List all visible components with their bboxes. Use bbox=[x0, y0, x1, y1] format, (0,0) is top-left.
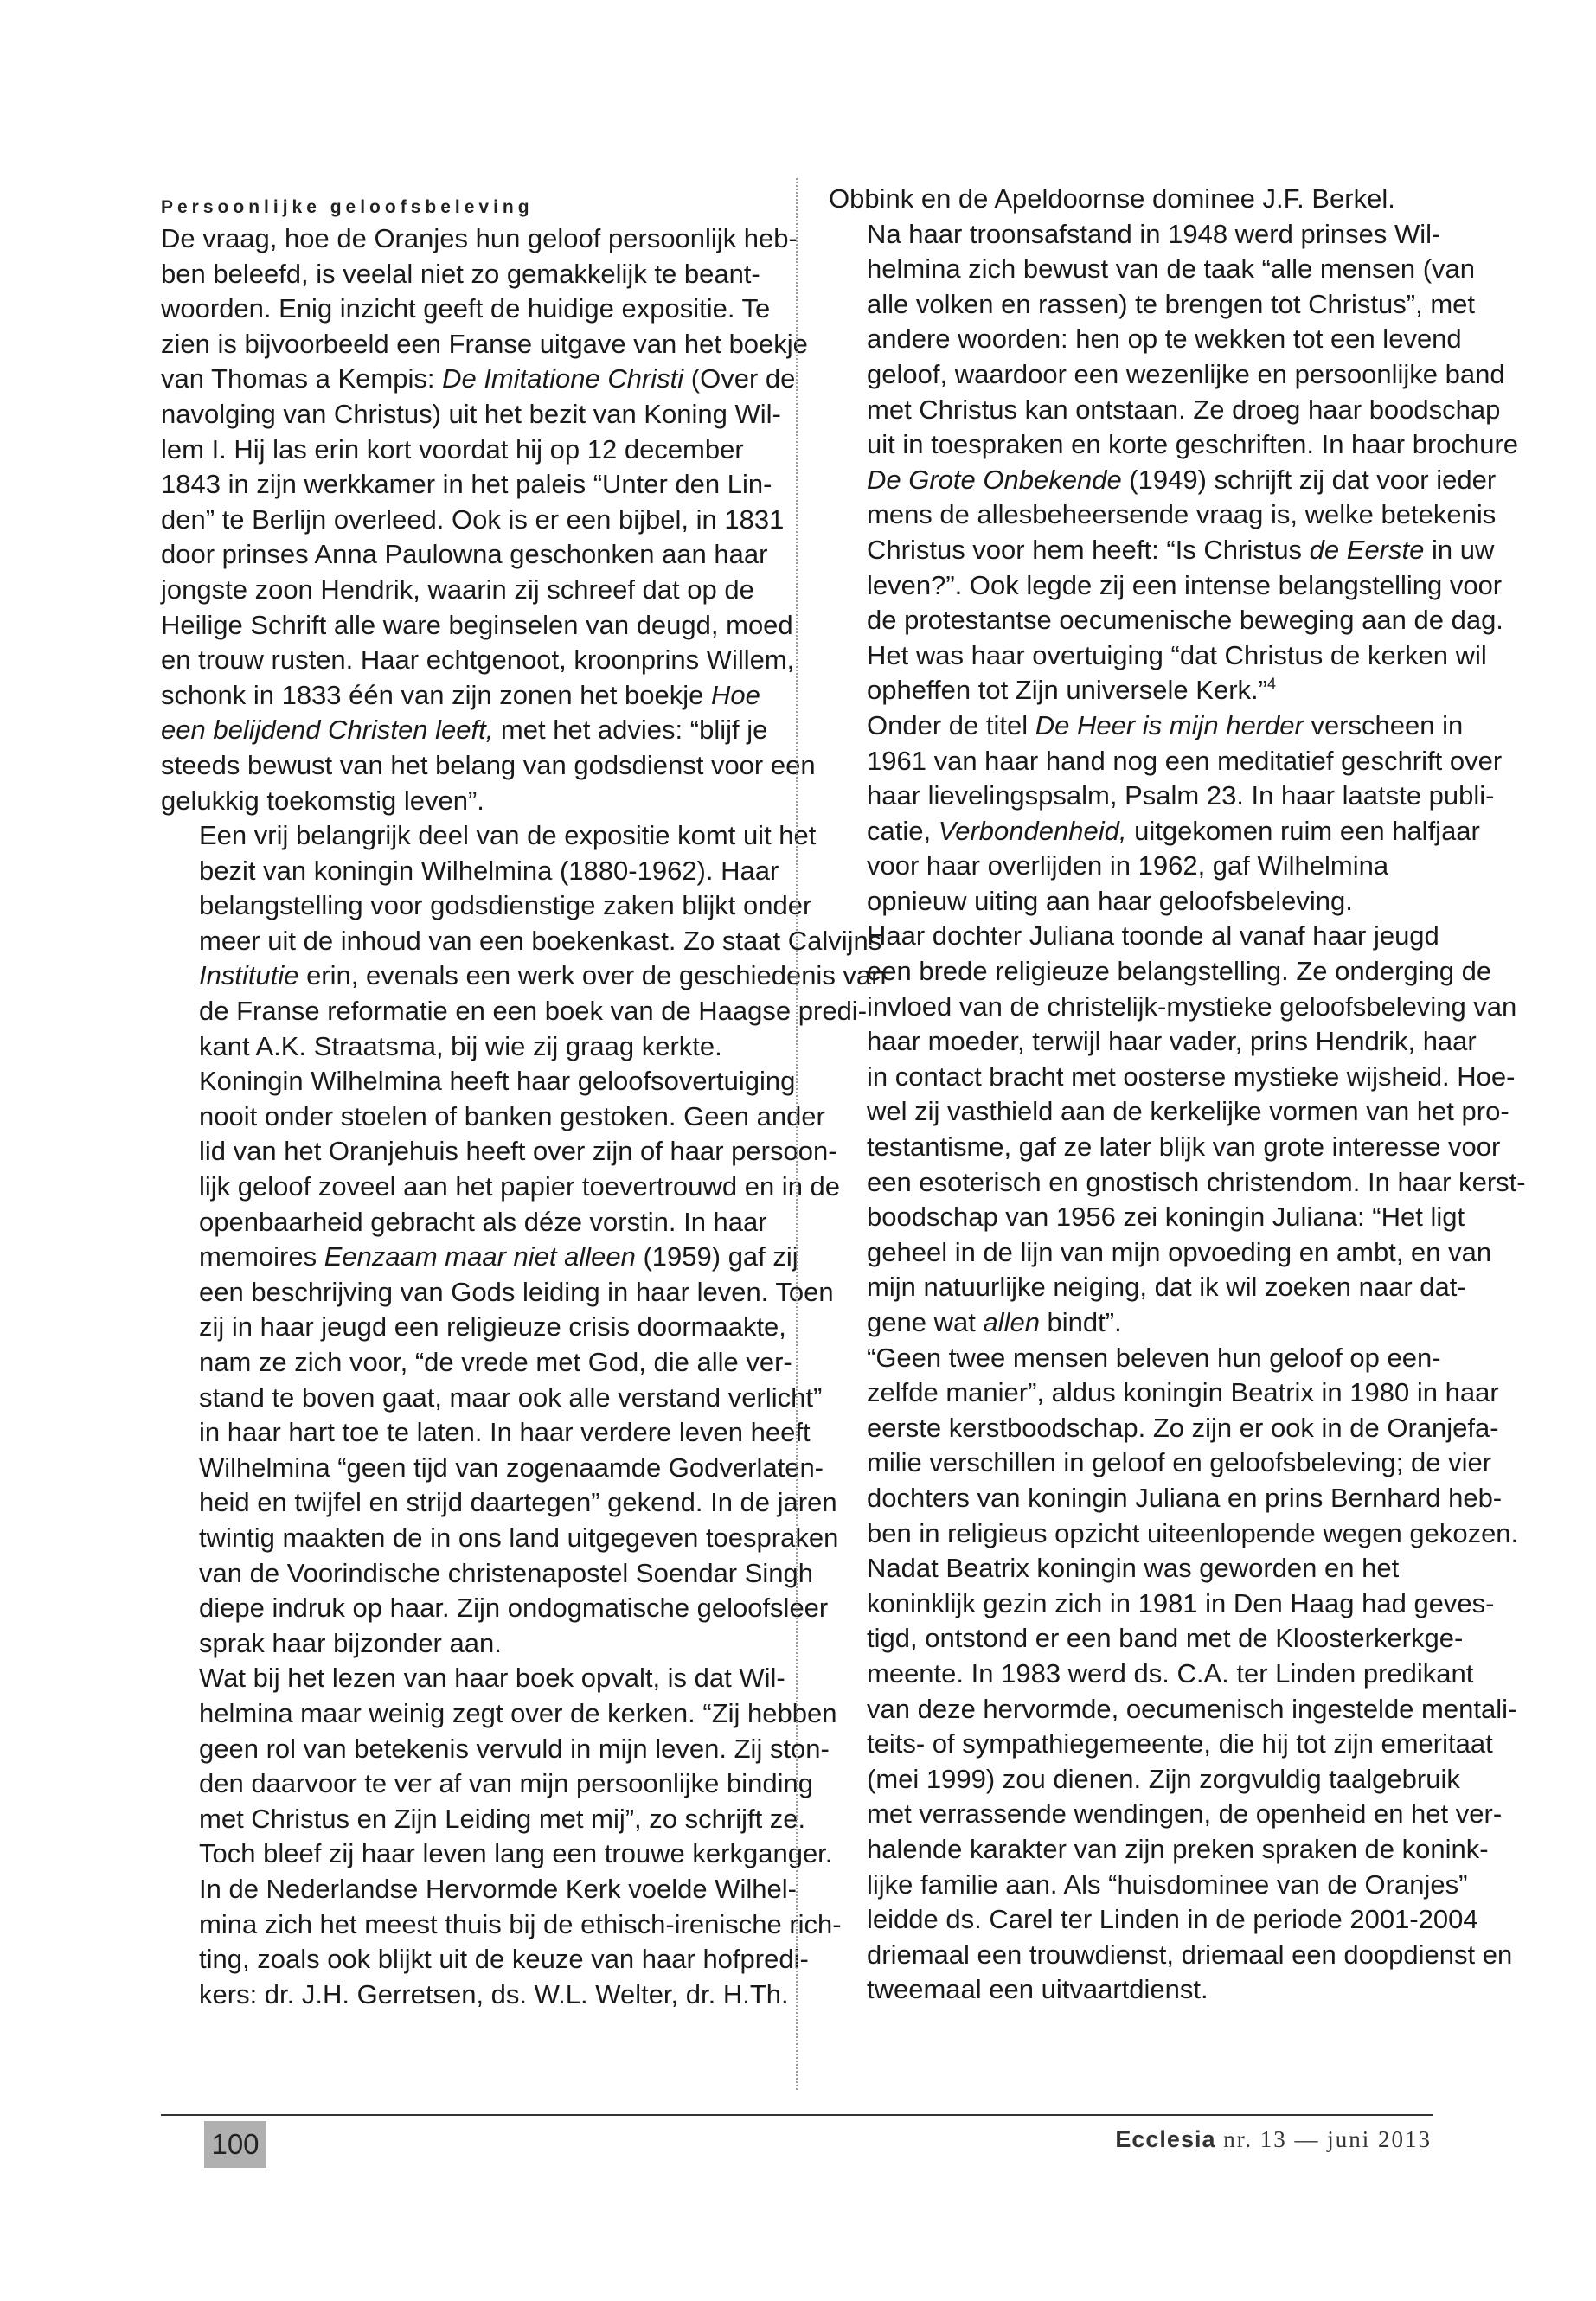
text-line bbox=[161, 994, 868, 1029]
text-line bbox=[829, 849, 1434, 884]
text-run: den” te Berlijn overleed. Ook is er een bijbel, in 1831 bbox=[161, 503, 785, 535]
text-line bbox=[829, 1375, 1499, 1411]
text-run: wel zij vasthield aan de kerkelijke vormen van het pro- bbox=[867, 1096, 1509, 1127]
text-line bbox=[161, 257, 766, 292]
text-line bbox=[161, 1310, 786, 1345]
paragraph bbox=[161, 818, 887, 1064]
text-run: Een vrij belangrijk deel van de expositie komt uit het bbox=[199, 820, 817, 851]
text-line bbox=[161, 748, 816, 784]
text-line bbox=[161, 1521, 839, 1556]
text-line bbox=[829, 252, 1476, 287]
text-line bbox=[829, 919, 1439, 954]
text-run: geloof, waardoor een wezenlijke en persoonlijke band bbox=[867, 358, 1505, 389]
text-line bbox=[161, 537, 766, 573]
text-run: opnieuw uiting aan haar geloofsbeleving. bbox=[867, 885, 1353, 916]
text-run: Nadat Beatrix koningin was geworden en het bbox=[867, 1553, 1400, 1584]
text-run: andere woorden: hen op te wekken tot een levend bbox=[867, 324, 1462, 355]
text-line bbox=[161, 784, 766, 819]
text-line bbox=[161, 433, 766, 468]
text-run: een esoterisch en gnostisch christendom. In haar kerst- bbox=[867, 1166, 1526, 1197]
paragraph bbox=[161, 221, 816, 818]
text-run: “Geen twee mensen beleven hun geloof op een- bbox=[867, 1342, 1441, 1373]
text-line bbox=[829, 990, 1517, 1025]
text-run: 1961 van haar hand nog een meditatief geschrift over bbox=[867, 745, 1503, 776]
text-run: de protestantse oecumenische beweging aan de dag. bbox=[867, 605, 1503, 636]
text-run: dochters van koningin Juliana en prins Bernhard heb- bbox=[867, 1482, 1503, 1513]
text-run: sprak haar bijzonder aan. bbox=[199, 1627, 502, 1658]
text-run: Wat bij het lezen van haar boek opvalt, is dat Wil- bbox=[199, 1663, 785, 1694]
text-line bbox=[829, 1621, 1464, 1657]
text-run: woorden. Enig inzicht geeft de huidige expositie. Te bbox=[161, 293, 771, 324]
text-run: gelukkig toekomstig leven”. bbox=[161, 785, 484, 816]
text-run: teits- of sympathiegemeente, die hij tot zijn emeritaat bbox=[867, 1728, 1493, 1759]
paragraph bbox=[161, 1661, 842, 2012]
text-line bbox=[829, 708, 1464, 744]
page-number: 100 bbox=[204, 2121, 266, 2168]
text-run: de Franse reformatie en een boek van de Haagse predi- bbox=[199, 996, 868, 1027]
text-line bbox=[829, 463, 1497, 498]
text-run: geen rol van betekenis vervuld in mijn leven. Zij ston- bbox=[199, 1733, 830, 1764]
text-line bbox=[161, 1556, 814, 1592]
text-run: meente. In 1983 werd ds. C.A. ter Linden predikant bbox=[867, 1657, 1474, 1689]
text-line bbox=[829, 1868, 1468, 1903]
italic-title: Eenzaam maar niet alleen bbox=[324, 1241, 636, 1272]
text-line bbox=[829, 1130, 1501, 1165]
text-line bbox=[829, 638, 1487, 674]
italic-title: Hoe bbox=[710, 679, 760, 710]
text-run: bezit van koningin Wilhelmina (1880-1962). Haar bbox=[199, 855, 779, 886]
text-run: leven?”. Ook legde zij een intense belangstelling voor bbox=[867, 569, 1503, 600]
text-line bbox=[161, 1907, 842, 1943]
text-line bbox=[829, 814, 1480, 849]
text-line bbox=[161, 1064, 796, 1099]
text-line bbox=[161, 1275, 834, 1311]
text-line bbox=[829, 182, 1434, 217]
text-line bbox=[161, 1626, 766, 1662]
text-run: in uw bbox=[1424, 534, 1495, 565]
text-line bbox=[829, 779, 1495, 814]
text-line bbox=[829, 1657, 1474, 1692]
text-run: (mei 1999) zou dienen. Zijn zorgvuldig taalgebruik bbox=[867, 1763, 1460, 1794]
text-run: bindt”. bbox=[1039, 1307, 1122, 1337]
text-run: uit in toespraken en korte geschriften. In haar brochure bbox=[867, 429, 1519, 460]
text-line bbox=[161, 1240, 798, 1275]
text-line bbox=[829, 1586, 1495, 1622]
text-line bbox=[161, 1029, 766, 1065]
text-run: Toch bleef zij haar leven lang een trouwe kerkganger. bbox=[199, 1838, 833, 1869]
italic-title: de Eerste bbox=[1309, 534, 1425, 565]
text-run: mijn natuurlijke neiging, dat ik wil zoeken naar dat- bbox=[867, 1272, 1466, 1303]
text-run: haar moeder, terwijl haar vader, prins Hendrik, haar bbox=[867, 1026, 1477, 1057]
italic-title: De Imitatione Christi bbox=[442, 363, 684, 394]
text-run: en trouw rusten. Haar echtgenoot, kroonprins Willem, bbox=[161, 644, 795, 676]
journal-name: Ecclesia bbox=[1115, 2126, 1216, 2152]
text-run: halende karakter van zijn preken spraken de konink- bbox=[867, 1833, 1489, 1864]
section-heading: Persoonlijke geloofsbeleving bbox=[161, 197, 534, 217]
text-run: een brede religieuze belangstelling. Ze onderging de bbox=[867, 956, 1492, 987]
text-run: diepe indruk op haar. Zijn ondogmatische geloofsleer bbox=[199, 1593, 829, 1624]
text-run: eerste kerstboodschap. Zo zijn er ook in de Oranjefa- bbox=[867, 1412, 1499, 1443]
text-run: 1843 in zijn werkkamer in het paleis “Unter den Lin- bbox=[161, 469, 772, 500]
text-line bbox=[829, 217, 1441, 253]
text-line bbox=[161, 503, 785, 538]
text-run: catie, bbox=[867, 815, 939, 846]
text-run: koninklijk gezin zich in 1981 in Den Haag had geves- bbox=[867, 1587, 1495, 1618]
text-run: Koningin Wilhelmina heeft haar geloofsovertuiging bbox=[199, 1066, 796, 1097]
text-run: Wilhelmina “geen tijd van zogenaamde Godverlaten- bbox=[199, 1452, 824, 1483]
text-line bbox=[829, 533, 1495, 568]
text-run: driemaal een trouwdienst, driemaal een doopdienst en bbox=[867, 1939, 1513, 1970]
text-line bbox=[829, 1832, 1489, 1868]
paragraph bbox=[161, 1064, 841, 1661]
text-run: twintig maakten de in ons land uitgegeven toespraken bbox=[199, 1522, 839, 1553]
text-run: van Thomas a Kempis: bbox=[161, 363, 443, 394]
text-line bbox=[161, 608, 793, 644]
text-line bbox=[829, 1797, 1503, 1832]
text-run: In de Nederlandse Hervormde Kerk voelde Wilhel- bbox=[199, 1873, 797, 1904]
text-run: een beschrijving van Gods leiding in haar leven. Toen bbox=[199, 1276, 834, 1307]
text-line bbox=[161, 1381, 823, 1416]
text-line bbox=[161, 1766, 813, 1802]
left-column-body bbox=[161, 221, 887, 2012]
text-run: heid en twijfel en strijd daartegen” gekend. In de jaren bbox=[199, 1487, 837, 1518]
text-run: kers: dr. J.H. Gerretsen, ds. W.L. Welter, dr. H.Th. bbox=[199, 1978, 789, 2009]
text-run: lem I. Hij las erin kort voordat hij op 12 december bbox=[161, 433, 744, 465]
text-line bbox=[829, 954, 1492, 990]
text-line bbox=[829, 1235, 1492, 1271]
text-run: schonk in 1833 één van zijn zonen het boekje bbox=[161, 679, 711, 710]
text-line bbox=[829, 1200, 1465, 1235]
text-line bbox=[829, 1445, 1492, 1481]
text-line bbox=[829, 1270, 1466, 1305]
text-line bbox=[829, 1516, 1519, 1552]
text-line bbox=[161, 924, 882, 959]
text-run: met Christus kan ontstaan. Ze droeg haar boodschap bbox=[867, 394, 1501, 425]
text-run: De vraag, hoe de Oranjes hun geloof persoonlijk heb- bbox=[161, 223, 798, 253]
text-line bbox=[829, 1341, 1441, 1376]
paragraph bbox=[829, 1341, 1519, 1552]
text-line bbox=[829, 603, 1503, 638]
text-run: (1949) schrijft zij dat voor ieder bbox=[1121, 464, 1497, 495]
text-run: Haar dochter Juliana toonde al vanaf haar jeugd bbox=[867, 920, 1439, 952]
text-run: lid van het Oranjehuis heeft over zijn of haar persoon- bbox=[199, 1136, 837, 1167]
text-line bbox=[161, 1802, 806, 1837]
text-line bbox=[829, 427, 1519, 463]
text-run: door prinses Anna Paulowna geschonken aan haar bbox=[161, 539, 768, 570]
text-run: ben beleefd, is veelal niet zo gemakkelijk te beant- bbox=[161, 258, 760, 289]
footer-rule bbox=[161, 2114, 1433, 2116]
text-run: milie verschillen in geloof en geloofsbeleving; de vier bbox=[867, 1447, 1492, 1478]
text-line bbox=[829, 1938, 1513, 1973]
text-run: in haar hart toe te laten. In haar verdere leven heeft bbox=[199, 1417, 811, 1448]
text-line bbox=[829, 1094, 1509, 1130]
text-line bbox=[161, 958, 887, 994]
right-column bbox=[829, 182, 1526, 2008]
text-line bbox=[161, 221, 798, 257]
journal-issue: nr. 13 — juni 2013 bbox=[1223, 2126, 1432, 2152]
text-line bbox=[161, 397, 781, 433]
text-line bbox=[161, 1836, 833, 1872]
text-run: zien is bijvoorbeeld een Franse uitgave van het boekje bbox=[161, 328, 808, 359]
text-line bbox=[161, 888, 812, 924]
text-line bbox=[829, 287, 1476, 323]
text-line bbox=[829, 1551, 1434, 1586]
text-line bbox=[829, 884, 1434, 920]
text-run: den daarvoor te ver af van mijn persoonlijke binding bbox=[199, 1768, 813, 1799]
column-divider bbox=[796, 178, 798, 2090]
text-line bbox=[161, 1345, 792, 1381]
text-line bbox=[161, 818, 817, 854]
text-line bbox=[161, 573, 766, 608]
text-run: lijke familie aan. Als “huisdominee van de Oranjes” bbox=[867, 1868, 1468, 1900]
paragraph bbox=[829, 217, 1519, 708]
text-line bbox=[829, 497, 1497, 533]
text-line bbox=[829, 1902, 1478, 1938]
text-line bbox=[161, 1134, 837, 1170]
text-run: voor haar overlijden in 1962, gaf Wilhelmina bbox=[867, 850, 1389, 881]
text-line bbox=[161, 1591, 829, 1626]
text-run: verscheen in bbox=[1303, 709, 1464, 740]
italic-title: Verbondenheid, bbox=[938, 815, 1127, 846]
text-line bbox=[829, 1762, 1460, 1798]
text-run: Heilige Schrift alle ware beginselen van deugd, moed bbox=[161, 609, 793, 640]
text-line bbox=[161, 467, 772, 503]
text-run: testantisme, gaf ze later blijk van grote interesse voor bbox=[867, 1131, 1501, 1163]
text-run: van de Voorindische christenapostel Soendar Singh bbox=[199, 1557, 814, 1588]
text-line bbox=[161, 854, 779, 889]
text-line bbox=[161, 643, 795, 678]
text-line bbox=[161, 1977, 789, 2013]
text-run: opheffen tot Zijn universele Kerk.” bbox=[867, 675, 1267, 706]
text-line bbox=[161, 292, 771, 327]
text-run: met Christus en Zijn Leiding met mij”, zo schrijft ze. bbox=[199, 1803, 806, 1834]
italic-title: De Grote Onbekende bbox=[867, 464, 1122, 495]
text-run: met het advies: “blijf je bbox=[493, 715, 768, 746]
text-run: jongste zoon Hendrik, waarin zij schreef dat op de bbox=[161, 574, 754, 605]
text-run: met verrassende wendingen, de openheid en het ver- bbox=[867, 1798, 1503, 1830]
text-run: Het was haar overtuiging “dat Christus de kerken wil bbox=[867, 639, 1487, 670]
text-run: boodschap van 1956 zei koningin Juliana: “Het ligt bbox=[867, 1202, 1465, 1233]
text-line bbox=[829, 1481, 1503, 1516]
text-line bbox=[161, 362, 796, 397]
text-run: memoires bbox=[199, 1241, 324, 1272]
text-run: Onder de titel bbox=[867, 709, 1035, 740]
text-line bbox=[829, 568, 1503, 604]
text-run: nam ze zich voor, “de vrede met God, die alle ver- bbox=[199, 1347, 792, 1377]
text-line bbox=[829, 1305, 1434, 1341]
text-line bbox=[829, 744, 1503, 779]
text-run: geheel in de lijn van mijn opvoeding en ambt, en van bbox=[867, 1236, 1492, 1267]
paragraph bbox=[829, 1551, 1517, 2008]
text-run: Christus voor hem heeft: “Is Christus bbox=[867, 534, 1310, 565]
text-line bbox=[829, 393, 1501, 428]
text-line bbox=[161, 1170, 841, 1205]
text-run: (Over de bbox=[683, 363, 796, 394]
text-line bbox=[161, 327, 808, 362]
text-line bbox=[161, 1205, 766, 1240]
text-run: haar lievelingspsalm, Psalm 23. In haar laatste publi- bbox=[867, 780, 1495, 811]
text-line bbox=[161, 1732, 830, 1767]
text-run: lijk geloof zoveel aan het papier toevertrouwd en in de bbox=[199, 1171, 841, 1202]
text-run: nooit onder stoelen of banken gestoken. Geen ander bbox=[199, 1100, 825, 1131]
text-run: kant A.K. Straatsma, bij wie zij graag kerkte. bbox=[199, 1030, 722, 1061]
text-line bbox=[161, 1942, 809, 1977]
text-line bbox=[829, 357, 1505, 393]
left-column bbox=[161, 182, 887, 2012]
text-run: ting, zoals ook blijkt uit de keuze van haar hofpredi- bbox=[199, 1944, 809, 1975]
text-run: zij in haar jeugd een religieuze crisis doormaakte, bbox=[199, 1311, 786, 1343]
text-run: leidde ds. Carel ter Linden in de periode 2001-2004 bbox=[867, 1904, 1478, 1935]
text-run: Na haar troonsafstand in 1948 werd prinses Wil- bbox=[867, 218, 1441, 249]
text-line bbox=[829, 1165, 1526, 1201]
text-run: tweemaal een uitvaartdienst. bbox=[867, 1974, 1208, 2005]
text-run: belangstelling voor godsdienstige zaken blijkt onder bbox=[199, 890, 812, 921]
text-line bbox=[161, 1696, 837, 1732]
italic-title: De Heer is mijn herder bbox=[1035, 709, 1304, 740]
text-line bbox=[161, 713, 766, 748]
text-line bbox=[161, 1099, 825, 1135]
paragraph bbox=[829, 919, 1526, 1340]
text-line bbox=[161, 678, 766, 714]
text-run: erin, evenals een werk over de geschiedenis van bbox=[298, 960, 887, 991]
text-run: invloed van de christelijk-mystieke geloofsbeleving van bbox=[867, 990, 1517, 1022]
text-line bbox=[829, 1411, 1499, 1446]
text-run: zelfde manier”, aldus koningin Beatrix in 1980 in haar bbox=[867, 1377, 1499, 1408]
journal-footer bbox=[1115, 2126, 1432, 2153]
text-line bbox=[161, 1485, 837, 1521]
text-line bbox=[829, 1972, 1434, 2008]
text-line bbox=[829, 1692, 1517, 1727]
text-run: uitgekomen ruim een halfjaar bbox=[1126, 815, 1480, 846]
text-line bbox=[829, 322, 1462, 357]
text-run: openbaarheid gebracht als déze vorstin. In haar bbox=[199, 1206, 767, 1237]
paragraph bbox=[829, 708, 1503, 920]
text-run: mens de allesbeheersende vraag is, welke betekenis bbox=[867, 499, 1497, 530]
italic-title: allen bbox=[983, 1307, 1040, 1337]
text-line bbox=[829, 1727, 1493, 1762]
text-run: steeds bewust van het belang van godsdienst voor een bbox=[161, 749, 816, 780]
footnote-ref: 4 bbox=[1266, 675, 1276, 693]
text-run: alle volken en rassen) te brengen tot Christus”, met bbox=[867, 288, 1476, 319]
text-line bbox=[829, 1024, 1477, 1060]
text-run: in contact bracht met oosterse mystieke wijsheid. Hoe- bbox=[867, 1061, 1516, 1092]
right-column-body bbox=[829, 182, 1526, 2008]
italic-title: Institutie bbox=[199, 960, 299, 991]
text-run: navolging van Christus) uit het bezit van Koning Wil- bbox=[161, 398, 781, 429]
text-run: stand te boven gaat, maar ook alle verstand verlicht” bbox=[199, 1381, 823, 1413]
text-run: gene wat bbox=[867, 1307, 984, 1337]
text-run: Obbink en de Apeldoornse dominee J.F. Berkel. bbox=[829, 183, 1395, 214]
text-run: ben in religieus opzicht uiteenlopende wegen gekozen. bbox=[867, 1517, 1519, 1548]
text-line bbox=[161, 1415, 811, 1451]
text-run: mina zich het meest thuis bij de ethisch-irenische rich- bbox=[199, 1908, 842, 1939]
paragraph bbox=[829, 182, 1434, 217]
text-run: helmina maar weinig zegt over de kerken. “Zij hebben bbox=[199, 1697, 837, 1728]
text-line bbox=[161, 1872, 797, 1907]
text-run: tigd, ontstond er een band met de Kloosterkerkge- bbox=[867, 1623, 1464, 1654]
italic-title: een belijdend Christen leeft, bbox=[161, 715, 494, 746]
text-run: (1959) gaf zij bbox=[635, 1241, 798, 1272]
text-line bbox=[161, 1661, 785, 1696]
text-run: van deze hervormde, oecumenisch ingestelde mentali- bbox=[867, 1693, 1517, 1724]
text-line bbox=[829, 1060, 1516, 1095]
text-line bbox=[161, 1451, 824, 1486]
text-run: meer uit de inhoud van een boekenkast. Zo staat Calvijns bbox=[199, 925, 882, 956]
text-line bbox=[829, 673, 1434, 708]
text-run: helmina zich bewust van de taak “alle mensen (van bbox=[867, 253, 1476, 285]
